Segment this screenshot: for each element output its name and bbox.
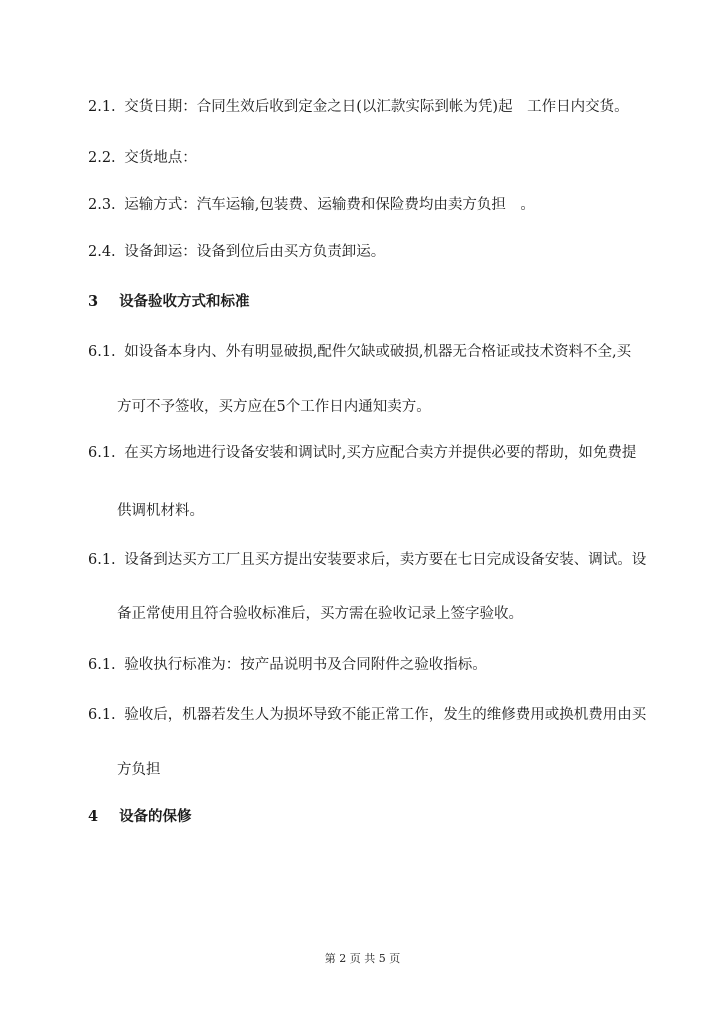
clause-text-line1: 验收执行标准为：按产品说明书及合同附件之验收指标。 [124, 657, 487, 673]
section-title: 设备的保修 [119, 808, 192, 825]
clause-number: 6.1. [88, 445, 116, 461]
clause-6-1-c [88, 550, 646, 570]
clause-6-1-c-cont [117, 604, 523, 624]
clause-number: 6.1. [88, 344, 116, 360]
clause-6-1-b-cont [117, 501, 204, 521]
clause-text: 设备卸运：设备到位后由买方负责卸运。 [124, 244, 386, 260]
clause-number: 2.1. [88, 99, 116, 115]
clause-2-3 [88, 195, 535, 215]
clause-6-1-e-cont [117, 760, 161, 780]
clause-number: 2.3. [88, 197, 116, 213]
clause-text-line1: 验收后，机器若发生人为损坏导致不能正常工作，发生的维修费用或换机费用由买 [124, 707, 647, 723]
clause-text-line1: 设备到达买方工厂且买方提出安装要求后，卖方要在七日完成设备安装、调试。设 [124, 552, 647, 568]
clause-text-line2: 供调机材料。 [117, 503, 204, 519]
clause-2-1 [88, 97, 629, 117]
clause-text-line2: 方负担 [117, 762, 161, 778]
clause-2-2 [88, 148, 197, 168]
section-4-heading [88, 807, 192, 827]
clause-text-line2: 备正常使用且符合验收标准后，买方需在验收记录上签字验收。 [117, 606, 523, 622]
clause-6-1-a-cont [117, 397, 431, 417]
clause-text-line1: 如设备本身内、外有明显破损,配件欠缺或破损,机器无合格证或技术资料不全,买 [124, 344, 632, 360]
clause-6-1-d [88, 655, 487, 675]
clause-text: 运输方式：汽车运输,包装费、运输费和保险费均由卖方负担 。 [124, 197, 535, 213]
clause-number: 6.1. [88, 707, 116, 723]
section-number: 4 [88, 808, 99, 825]
clause-6-1-b [88, 443, 636, 463]
section-title: 设备验收方式和标准 [119, 293, 250, 310]
clause-text-line2: 方可不予签收，买方应在5个工作日内通知卖方。 [117, 399, 431, 415]
clause-text: 交货地点： [124, 150, 197, 166]
page-footer: 第 2 页 共 5 页 [324, 952, 401, 965]
clause-number: 2.4. [88, 244, 116, 260]
clause-number: 6.1. [88, 552, 116, 568]
clause-number: 2.2. [88, 150, 116, 166]
section-number: 3 [88, 293, 99, 310]
section-3-heading [88, 292, 250, 312]
clause-2-4 [88, 242, 385, 262]
clause-text: 交货日期：合同生效后收到定金之日(以汇款实际到帐为凭)起 工作日内交货。 [124, 99, 629, 115]
clause-text-line1: 在买方场地进行设备安装和调试时,买方应配合卖方并提供必要的帮助，如免费提 [124, 445, 637, 461]
clause-6-1-e [88, 705, 646, 725]
clause-number: 6.1. [88, 657, 116, 673]
clause-6-1-a [88, 342, 631, 362]
